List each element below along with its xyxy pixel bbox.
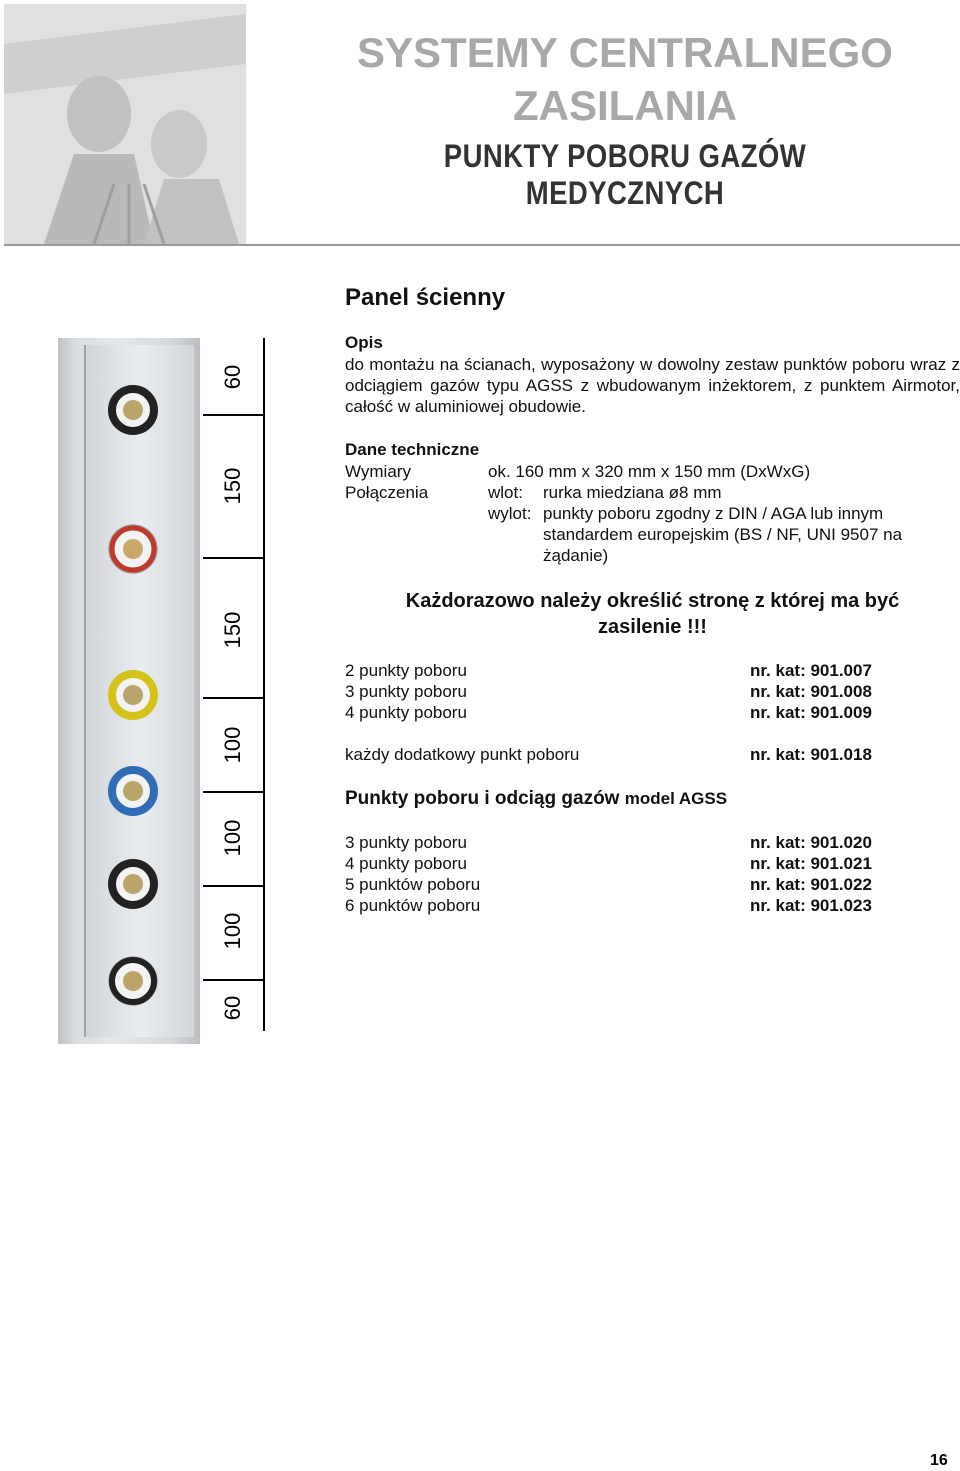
catalog-item-label: 2 punkty poboru: [345, 661, 467, 680]
dimension-label: 150: [220, 467, 245, 505]
agss-heading-model: model AGSS: [624, 789, 728, 808]
section-title: Panel ścienny: [345, 284, 506, 311]
wylot-label: wylot:: [488, 504, 532, 523]
outlet-1: [109, 386, 157, 434]
agss-heading-main: Punkty poboru i odciąg gazów: [345, 788, 620, 809]
dimension-label: 60: [220, 995, 245, 1021]
wylot-line-2: standardem europejskim (BS / NF, UNI 9507 na: [543, 525, 903, 544]
page-number: 16: [930, 1452, 948, 1469]
notice-line-2: zasilenie !!!: [598, 616, 707, 638]
catalog-item-number: nr. kat: 901.021: [750, 854, 872, 873]
catalog-item-number: nr. kat: 901.023: [750, 896, 872, 915]
page-subtitle: PUNKTY POBORU GAZÓW MEDYCZNYCH: [443, 138, 807, 211]
catalog-item-label: 6 punktów poboru: [345, 896, 481, 915]
polaczenia-label: Połączenia: [345, 483, 429, 502]
opis-body: do montażu na ścianach, wyposażony w dowolny zestaw punktów poboru wraz z odciągiem gazów typu AGSS z wbudowanym inżektorem, z punktem Airmotor, całość w aluminiowej obudowie.: [345, 355, 960, 416]
dimension-label: 100: [220, 819, 245, 857]
outlet-5: [109, 860, 157, 908]
outlet-4: [109, 767, 157, 815]
dimension-tick: [203, 697, 265, 699]
wlot-label: wlot:: [488, 483, 523, 502]
catalog-item-number: nr. kat: 901.007: [750, 661, 872, 680]
header-photo-illustration: [4, 4, 246, 244]
wylot-line-1: punkty poboru zgodny z DIN / AGA lub innym: [543, 504, 884, 523]
catalog-item-number: nr. kat: 901.022: [750, 875, 872, 894]
outlet-2: [109, 525, 157, 573]
catalog-item-label: 5 punktów poboru: [345, 875, 481, 894]
dimension-line: [263, 338, 265, 1031]
dimension-label: 60: [220, 364, 245, 390]
dimension-label: 100: [220, 912, 245, 950]
catalog-item-number: nr. kat: 901.009: [750, 703, 872, 722]
catalog-item-label: 3 punkty poboru: [345, 833, 467, 852]
wymiary-value: ok. 160 mm x 320 mm x 150 mm (DxWxG): [488, 462, 811, 481]
header-divider: [4, 244, 960, 246]
supply-side-notice: [340, 588, 960, 640]
notice-line-1: Każdorazowo należy określić stronę z której ma być: [405, 590, 900, 612]
catalog-item-label: 3 punkty poboru: [345, 682, 467, 701]
opis-heading: Opis: [345, 333, 383, 352]
catalog-item-label: 4 punkty poboru: [345, 854, 467, 873]
catalog-item-number: nr. kat: 901.018: [750, 745, 872, 764]
page-title: SYSTEMY CENTRALNEGO ZASILANIA: [357, 29, 893, 129]
agss-heading: [345, 788, 727, 809]
wylot-line-3: żądanie): [543, 546, 609, 565]
dane-heading: Dane techniczne: [345, 440, 480, 459]
outlet-6: [109, 957, 157, 1005]
wlot-value: rurka miedziana ø8 mm: [543, 483, 722, 502]
wymiary-label: Wymiary: [345, 462, 411, 481]
header-photo: [4, 4, 246, 244]
dimension-tick: [203, 557, 265, 559]
dimension-label: 150: [220, 611, 245, 649]
catalog-item-number: nr. kat: 901.008: [750, 682, 872, 701]
dimension-label: 100: [220, 726, 245, 764]
catalog-item-label: każdy dodatkowy punkt poboru: [345, 745, 580, 764]
catalog-item-label: 4 punkty poboru: [345, 703, 467, 722]
outlet-3: [109, 671, 157, 719]
catalog-item-number: nr. kat: 901.020: [750, 833, 872, 852]
wall-panel-outlets: [58, 338, 200, 1044]
